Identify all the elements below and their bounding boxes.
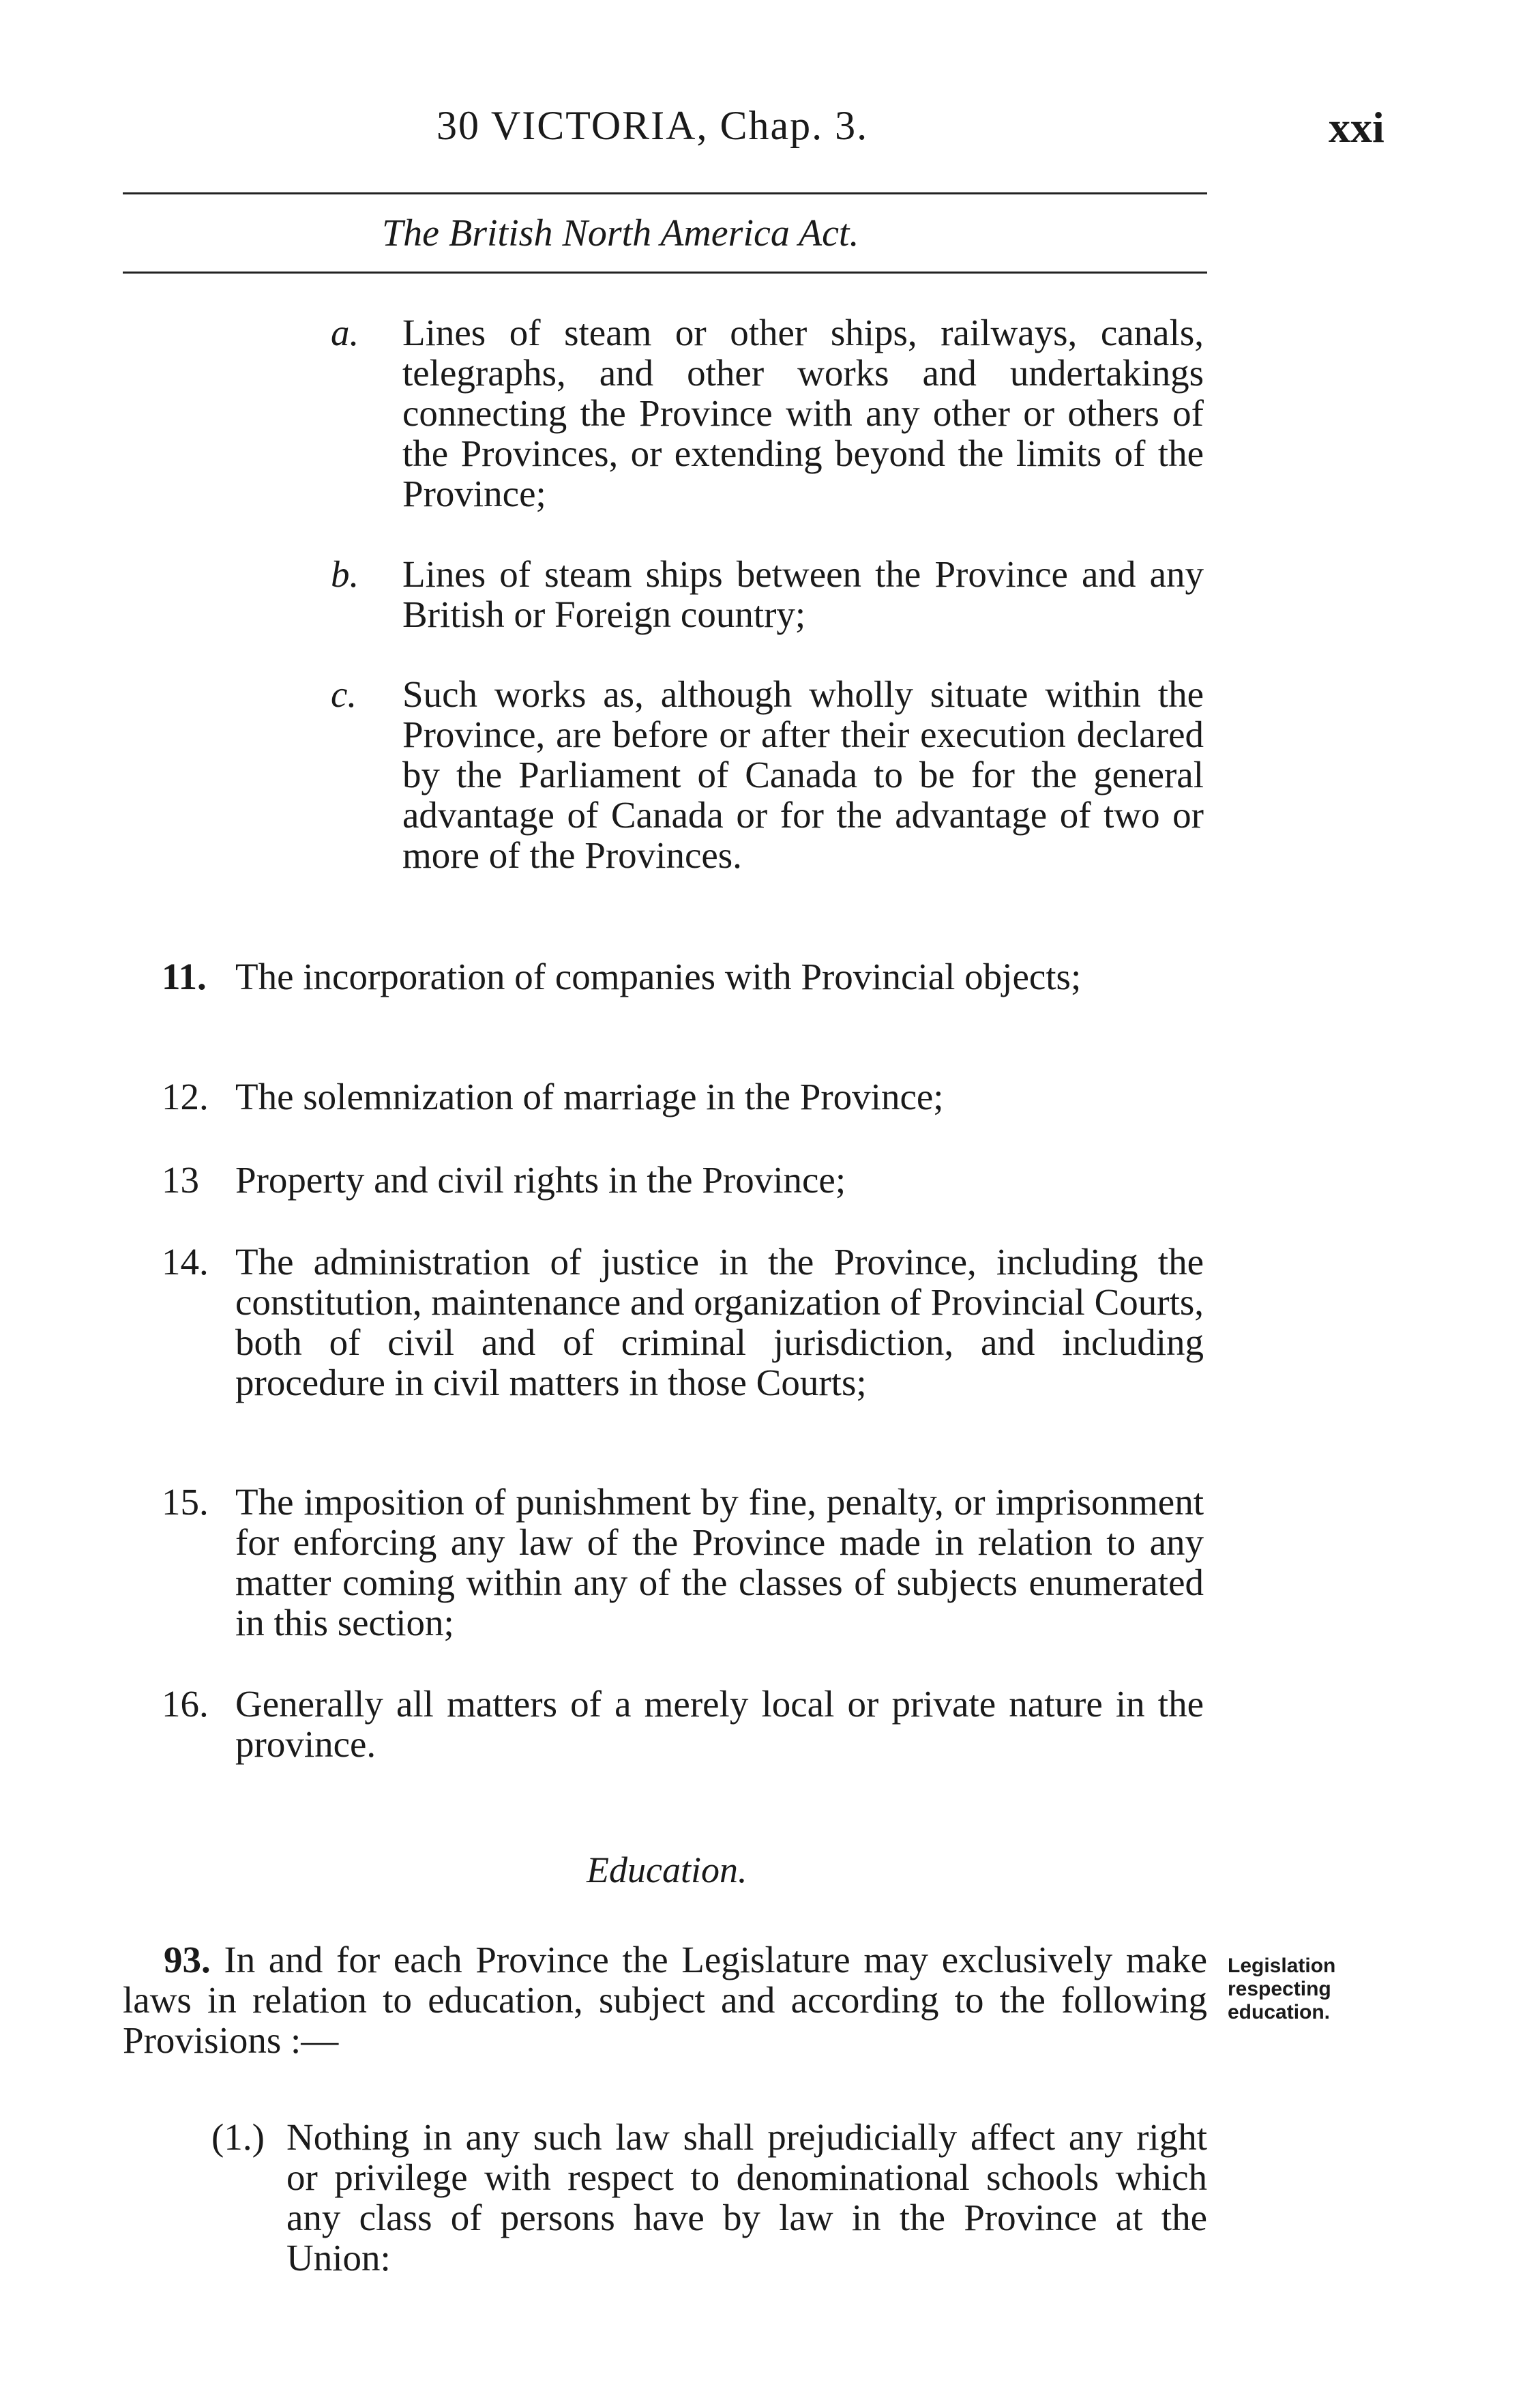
page-number: xxi (1329, 103, 1384, 151)
clause-a (331, 312, 1204, 514)
clause-b (331, 553, 1204, 635)
header-rule-top (123, 192, 1207, 194)
running-head: 30 VICTORIA, Chap. 3. (436, 103, 869, 148)
section-16 (162, 1683, 1204, 1765)
section-12 (162, 1076, 1204, 1117)
provision-text: Nothing in any such law shall prejudicially affect any right or privilege with respect to denominational schools which any class of persons have by law in the Province at the Union: (286, 2116, 1207, 2279)
section-label: 11. (162, 956, 207, 997)
section-text: Generally all matters of a merely local or private nature in the province. (235, 1683, 1204, 1765)
clause-c (331, 673, 1204, 876)
section-text: Property and civil rights in the Province; (235, 1159, 846, 1201)
clause-label: b. (331, 553, 359, 595)
section-label: 13 (162, 1159, 199, 1201)
section-text: The incorporation of companies with Provincial objects; (235, 956, 1082, 997)
clause-label: a. (331, 312, 359, 353)
section-text: The administration of justice in the Province, including the constitution, maintenance and organization of Provincial Courts, both of civil and of criminal jurisdiction, and including procedure in civil matters in those Courts; (235, 1241, 1204, 1403)
section-text: The solemnization of marriage in the Province; (235, 1076, 944, 1117)
section-label: 15. (162, 1481, 209, 1523)
section-14 (162, 1241, 1204, 1403)
section-text: The imposition of punishment by fine, penalty, or imprisonment for enforcing any law of the Province made in relation to any matter coming within any of the classes of subjects enumerated in this section; (235, 1481, 1204, 1643)
section-label: 14. (162, 1241, 209, 1283)
provision-1 (211, 2116, 1207, 2279)
section-label: 16. (162, 1683, 209, 1725)
margin-note-line: respecting (1228, 1978, 1331, 2000)
clause-label: c. (331, 673, 357, 715)
section-11 (162, 956, 1204, 997)
section-15 (162, 1481, 1204, 1643)
provision-label: (1.) (211, 2116, 265, 2158)
clause-text: Lines of steam ships between the Province and any British or Foreign country; (402, 553, 1204, 635)
section-93-number: 93. (164, 1939, 211, 1980)
education-heading: Education. (587, 1849, 747, 1890)
section-label: 12. (162, 1076, 209, 1117)
clause-text: Such works as, although wholly situate within the Province, are before or after their execution declared by the Parliament of Canada to be for the general advantage of Canada or for the advantage of two or more of the Provinces. (402, 673, 1204, 876)
clause-text: Lines of steam or other ships, railways, canals, telegraphs, and other works and undertakings connecting the Province with any other or others of the Provinces, or extending beyond the limits of the Province; (402, 312, 1204, 514)
section-13 (162, 1159, 1204, 1201)
margin-note-line: Legislation (1228, 1955, 1336, 1977)
act-title: The British North America Act. (382, 212, 859, 254)
margin-note (1228, 1955, 1384, 2024)
section-93-text: In and for each Province the Legislature may exclusively make laws in relation to education, subject and according to the following Provisions :— (123, 1939, 1208, 2061)
section-93 (123, 1940, 1207, 2060)
header-rule-bottom (123, 272, 1207, 274)
margin-note-line: education. (1228, 2001, 1331, 2023)
